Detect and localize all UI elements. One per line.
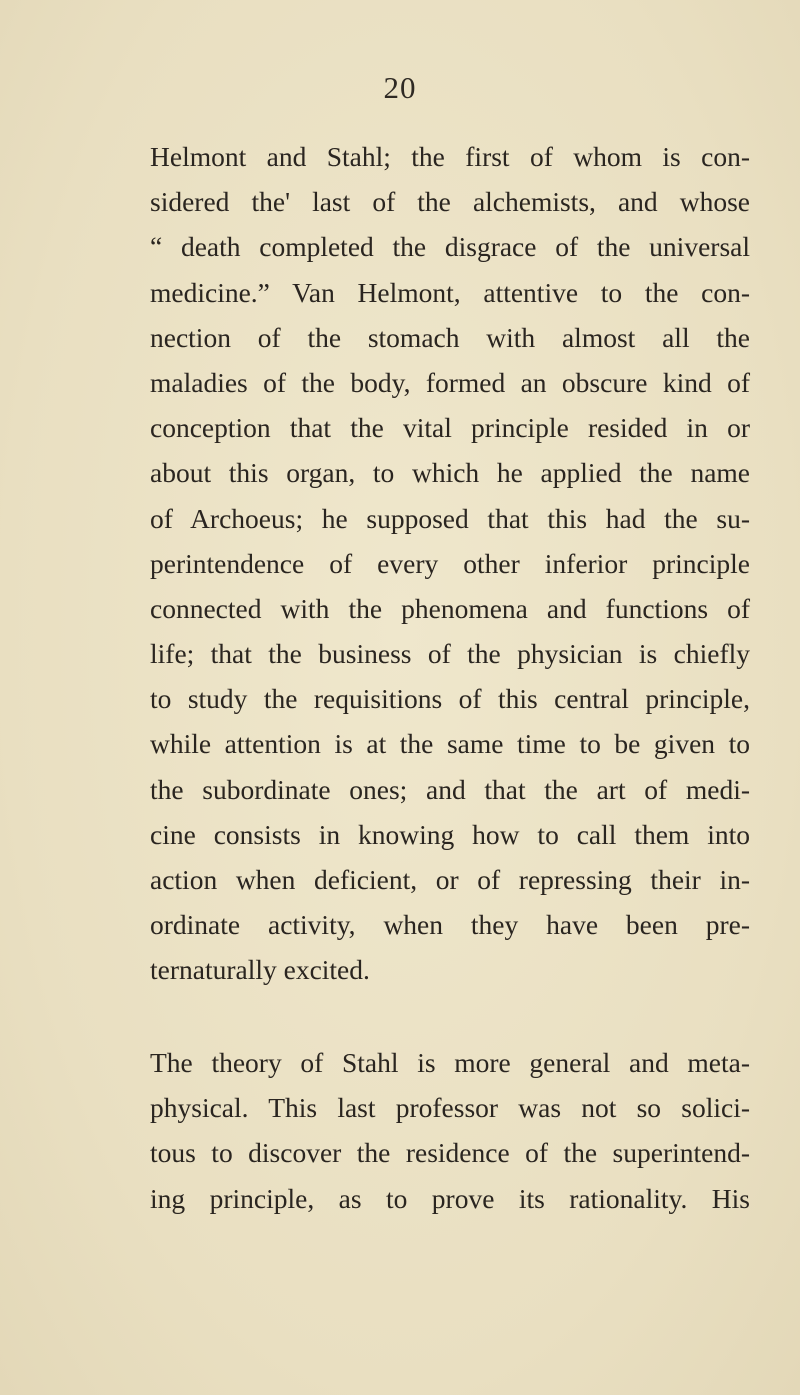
text-line: maladies of the body, formed an obscure kind of: [150, 366, 750, 398]
text-line: tous to discover the residence of the superintend-: [150, 1137, 750, 1169]
text-line: to study the requisitions of this central principle,: [150, 683, 750, 715]
page-number: 20: [383, 70, 417, 105]
text-line: cine consists in knowing how to call them into: [150, 818, 750, 850]
text-line: connected with the phenomena and functions of: [150, 592, 750, 624]
text-line: life; that the business of the physician is chiefly: [150, 638, 750, 670]
text-line: The theory of Stahl is more general and meta-: [150, 1047, 750, 1078]
text-line: Helmont and Stahl; the first of whom is con-: [150, 141, 750, 172]
text-line: about this organ, to which he applied the name: [150, 457, 750, 489]
text-line: perintendence of every other inferior principle: [150, 547, 750, 579]
text-line: physical. This last professor was not so solici-: [150, 1092, 750, 1124]
text-line: ing principle, as to prove its rationality. His: [150, 1182, 750, 1214]
text-line: of Archoeus; he supposed that this had the su-: [150, 502, 750, 534]
text-line: the subordinate ones; and that the art of medi-: [150, 773, 750, 805]
text-line: conception that the vital principle resided in or: [150, 412, 750, 444]
text-line: “ death completed the disgrace of the universal: [150, 231, 750, 263]
text-line: sidered the' last of the alchemists, and whose: [150, 186, 750, 218]
text-line: nection of the stomach with almost all the: [150, 321, 750, 353]
paragraph-2: [150, 1040, 750, 1221]
text-line: medicine.” Van Helmont, attentive to the con-: [150, 276, 750, 308]
text-line: ternaturally excited.: [150, 954, 370, 986]
text-line: action when deficient, or of repressing their in-: [150, 864, 750, 895]
text-line: while attention is at the same time to be given to: [150, 728, 750, 760]
text-line: ordinate activity, when they have been pre-: [150, 909, 750, 941]
paragraph-1: [150, 134, 750, 993]
